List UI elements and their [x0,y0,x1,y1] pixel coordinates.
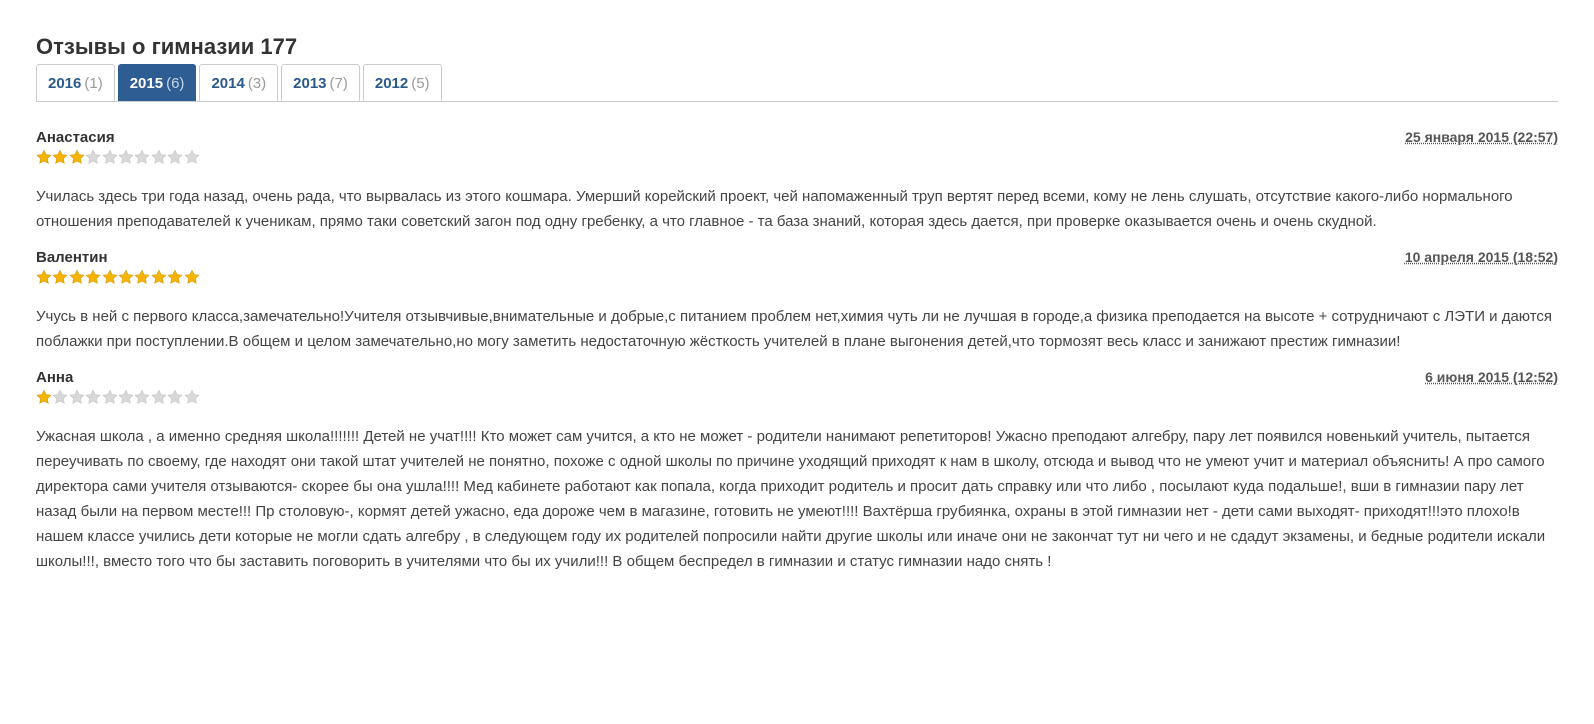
review-text: Ужасная школа , а именно средняя школа!!!!!!! Детей не учат!!!! Кто может сам учится, а кто не может - родители нанимают репетиторов! Ужасно преподают алгебру, пару лет появился новенький учитель, пытается переучивать по своему, где находят они такой штат учителей не понятно, похоже с одной школы по причине уходящий приходят к нам в школу, отсюда и вывод что не умеют учит и материал объяснить! А про самого директора сами учителя отзываются- скорее бы она ушла!!!! Мед кабинете работают как попала, когда приходит родитель и просит дать справку или что либо , посылают куда подальше!, вши в гимназии пару лет назад были на первом месте!!! Пр столовую-, кормят детей ужасно, еда дороже чем в магазине, готовить не умеют!!!! Вахтёрша грубиянка, охраны в этой гимназии нет - дети сами выходят- приходят!!!это плохо!в нашем классе учились дети которые не могли сдать алгебру , в следующем году их родителей попросили найти другие школы или иначе они не закончат тут ни чего и не сдадут экзамены, и бедные родители искали школы!!!, вместо того что бы заставить поговорить в учителями что бы их учили!!! В общем беспредел в гимназии и статус гимназии надо снять ! [36,428,1546,570]
star-rating [36,149,1558,165]
star-empty-icon [134,389,150,405]
tab-year-count: (5) [411,74,430,92]
star-empty-icon [151,389,167,405]
review-author: Валентин [36,249,108,266]
tab-year-label: 2013 [293,74,327,92]
star-empty-icon [118,149,134,165]
review-date-link[interactable]: 25 января 2015 (22:57) [1405,129,1558,145]
star-empty-icon [167,389,183,405]
tab-year-label: 2016 [48,74,82,92]
star-rating [36,389,1558,405]
star-empty-icon [85,389,101,405]
tab-year-count: (1) [84,74,103,92]
star-filled-icon [167,269,183,285]
review-date-link[interactable]: 6 июня 2015 (12:52) [1425,369,1558,385]
star-filled-icon [134,269,150,285]
year-tabs [36,64,1558,102]
star-empty-icon [102,389,118,405]
star-empty-icon [69,389,85,405]
star-filled-icon [36,269,52,285]
star-rating [36,269,1558,285]
tab-year-label: 2015 [129,74,164,92]
tab-year-count: (7) [329,74,348,92]
star-filled-icon [85,269,101,285]
star-filled-icon [69,149,85,165]
star-filled-icon [36,389,52,405]
review-author: Анна [36,369,74,386]
tab-year[interactable] [363,64,442,101]
tab-year[interactable] [36,64,115,101]
tab-year-count: (6) [166,74,185,92]
tab-year-count: (3) [247,74,267,92]
star-filled-icon [52,269,68,285]
tab-year[interactable] [199,64,278,101]
tab-year[interactable] [281,64,360,101]
review-item [36,129,1558,234]
review-header [36,249,1558,266]
star-empty-icon [118,389,134,405]
star-empty-icon [184,389,200,405]
star-filled-icon [102,269,118,285]
star-empty-icon [184,149,200,165]
review-item [36,249,1558,354]
star-empty-icon [85,149,101,165]
star-empty-icon [151,149,167,165]
star-filled-icon [184,269,200,285]
page-title: Отзывы о гимназии 177 [36,34,298,59]
star-filled-icon [69,269,85,285]
review-author: Анастасия [36,129,115,146]
tab-year-label: 2012 [374,74,409,92]
review-date-link[interactable]: 10 апреля 2015 (18:52) [1404,249,1558,265]
tab-year-label: 2014 [211,74,245,92]
review-item [36,369,1558,574]
star-filled-icon [118,269,134,285]
star-filled-icon [151,269,167,285]
star-filled-icon [52,149,68,165]
star-empty-icon [167,149,183,165]
tab-year[interactable] [118,64,197,101]
star-empty-icon [52,389,68,405]
review-text: Учусь в ней с первого класса,замечательно!Учителя отзывчивые,внимательные и добрые,с питанием проблем нет,химия чуть ли не лучшая в городе,а физика преподается на высоте + сотрудничают с ЛЭТИ и даются поблажки при поступлении.В общем и целом замечательно,но могу заметить недостаточную жёсткость учителей в плане выгонения детей,что тормозят весь класс и занижают престиж гимназии! [36,308,1553,350]
star-filled-icon [36,149,52,165]
star-empty-icon [102,149,118,165]
review-text: Училась здесь три года назад, очень рада, что вырвалась из этого кошмара. Умерший корейский проект, чей напомаженный труп вертят перед всеми, кому не лень слушать, отсутствие какого-либо нормального отношения преподавателей к ученикам, прямо таки советский загон под одну гребенку, а что главное - та база знаний, которая здесь дается, при проверке оказывается очень и очень скудной. [36,188,1513,230]
review-header [36,129,1558,146]
review-header [36,369,1558,386]
star-empty-icon [134,149,150,165]
